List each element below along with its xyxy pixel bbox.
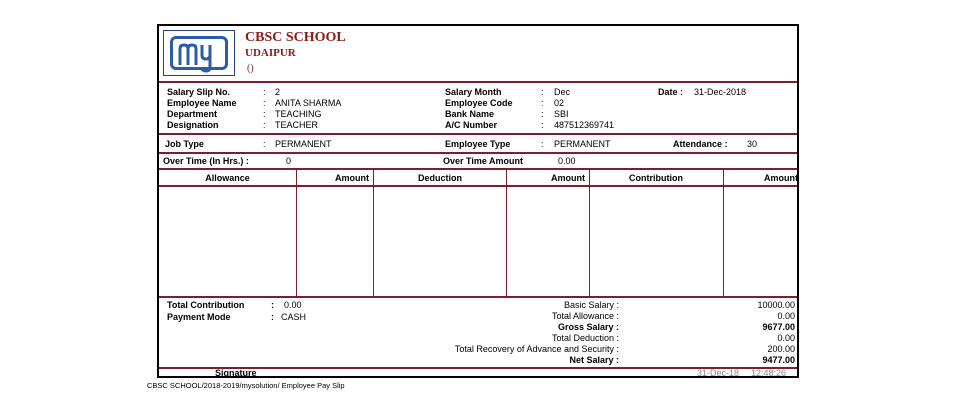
gross-salary-value: 9677.00 [762, 322, 795, 332]
job-type-value: PERMANENT [275, 139, 332, 149]
job-type-label: Job Type [165, 139, 204, 149]
ac-label: A/C Number [445, 120, 498, 130]
total-deduction-label: Total Deduction : [551, 333, 619, 343]
attendance-value: 30 [747, 139, 758, 149]
total-recovery-value: 200.00 [767, 344, 795, 354]
total-allowance-label: Total Allowance : [551, 311, 619, 321]
desig-label: Designation [167, 120, 219, 130]
contribution-header: Contribution [629, 173, 683, 183]
emp-code-label: Employee Code [445, 98, 513, 108]
signature-label: Signature [215, 368, 257, 378]
total-contribution-value: 0.00 [284, 300, 302, 310]
emp-name-value: ANITA SHARMA [275, 98, 342, 108]
net-salary-value: 9477.00 [762, 355, 795, 365]
info-divider [159, 133, 797, 135]
total-recovery-label: Total Recovery of Advance and Security : [454, 344, 619, 354]
overtime-divider [159, 168, 797, 170]
slip-no-label: Salary Slip No. [167, 87, 231, 97]
emp-name-label: Employee Name [167, 98, 237, 108]
emp-code-value: 02 [554, 98, 565, 108]
slip-no-value: 2 [275, 87, 281, 97]
bank-value: SBI [554, 109, 569, 119]
deduction-header: Deduction [418, 173, 462, 183]
month-label: Salary Month [445, 87, 502, 97]
table-bottom-divider [159, 296, 797, 298]
table-header-divider [159, 185, 797, 187]
dept-value: TEACHING [275, 109, 322, 119]
overtime-amount-label: Over Time Amount [443, 156, 524, 166]
dept-label: Department [167, 109, 218, 119]
bank-label: Bank Name [445, 109, 495, 119]
gross-salary-label: Gross Salary : [557, 322, 619, 332]
allowance-header: Allowance [205, 173, 250, 183]
payment-mode-value: CASH [281, 312, 307, 322]
signature-time: 12:48:26 [751, 368, 787, 378]
total-contribution-label: Total Contribution [167, 300, 245, 310]
emp-type-value: PERMANENT [554, 139, 611, 149]
emp-type-label: Employee Type [445, 139, 511, 149]
overtime-hours-value: 0 [286, 156, 292, 166]
footer-path: CBSC SCHOOL/2018-2019/mysolution/ Employee Pay Slip [147, 381, 345, 390]
overtime-amount-value: 0.00 [558, 156, 576, 166]
ac-value: 487512369741 [554, 120, 615, 130]
header-divider [159, 81, 797, 83]
salary-slip: CBSC SCHOOL UDAIPUR () Salary Slip No. : 2 Employee Name : ANITA SHARMA Department : TEACHING Designation : TEACHER Salary Month : Dec Employee Code : 02 Bank Name : SBI A/C Number : 487512369741 Date : 31-Dec-2018 Job Type : PERMANENT Employee Type : PERMANENT Attendance : 30 Over Time (In Hrs.) : 0 Over Time Amount 0.00 Allowance Amount Deduction Amount Contribution Amount Total Contribution : 0.00 Payment Mode : CASH Basic Salary : 10000.00 Total Allowance : 0.00 Gross Salary : 9677.00 Total Deduction : 0.00 Total Recovery of Advance and Security : 200.00 Net Salary : 9477.00 Signature 31-Dec-18 12:48:26 [157, 24, 799, 378]
overtime-hours-label: Over Time (In Hrs.) : [163, 156, 249, 166]
contribution-amount-header: Amount [764, 173, 798, 183]
school-extra: () [247, 63, 254, 74]
date-value: 31-Dec-2018 [694, 87, 747, 97]
basic-salary-value: 10000.00 [757, 300, 795, 310]
job-divider [159, 152, 797, 154]
attendance-label: Attendance : [673, 139, 728, 149]
school-city: UDAIPUR [245, 47, 296, 59]
deduction-amount-header: Amount [551, 173, 585, 183]
school-name: CBSC SCHOOL [245, 30, 346, 45]
allowance-amount-header: Amount [335, 173, 369, 183]
payment-mode-label: Payment Mode [167, 312, 231, 322]
desig-value: TEACHER [275, 120, 319, 130]
total-allowance-value: 0.00 [777, 311, 795, 321]
total-deduction-value: 0.00 [777, 333, 795, 343]
date-label: Date : [658, 87, 684, 97]
signature-date: 31-Dec-18 [697, 368, 740, 378]
basic-salary-label: Basic Salary : [563, 300, 619, 310]
my-logo-icon [163, 30, 235, 76]
month-value: Dec [554, 87, 571, 97]
net-salary-label: Net Salary : [569, 355, 619, 365]
